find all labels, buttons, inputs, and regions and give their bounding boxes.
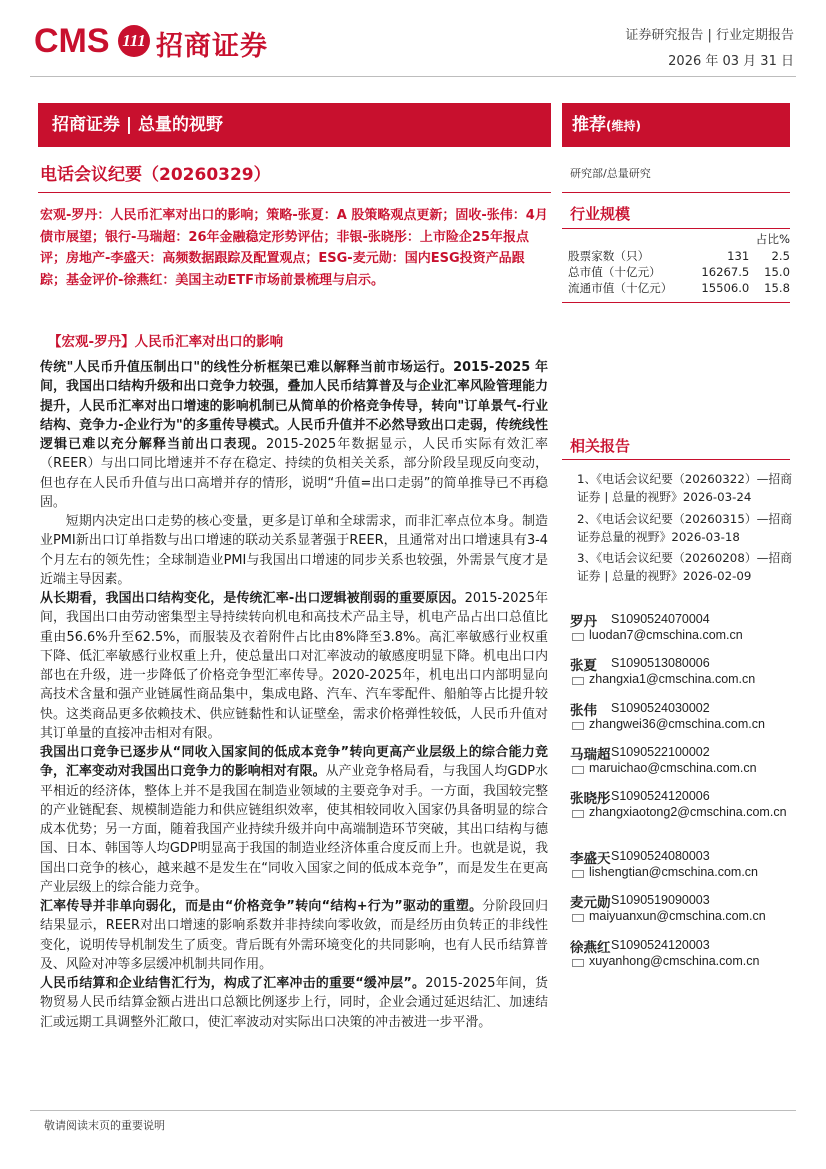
analyst-cert: S1090524120003 bbox=[611, 937, 710, 952]
mail-icon bbox=[572, 722, 584, 730]
analyst-entry bbox=[570, 934, 792, 978]
footer-divider bbox=[30, 1110, 796, 1111]
section-title: 【宏观-罗丹】人民币汇率对出口的影响 bbox=[48, 334, 284, 350]
series-title: 招商证券 | 总量的视野 bbox=[52, 115, 224, 135]
analyst-cert: S1090524120006 bbox=[611, 789, 710, 804]
industry-scale-table bbox=[568, 231, 790, 297]
mail-icon bbox=[572, 766, 584, 774]
stat-label: 总市值（十亿元） bbox=[568, 264, 661, 279]
industry-scale-bottom-divider bbox=[562, 302, 790, 303]
analyst-email[interactable]: lishengtian@cmschina.com.cn bbox=[589, 865, 759, 880]
analyst-email[interactable]: zhangxiaotong2@cmschina.com.cn bbox=[589, 805, 787, 820]
rating-banner bbox=[562, 103, 790, 147]
related-reports-list bbox=[577, 470, 792, 589]
stat-label: 股票家数（只） bbox=[568, 248, 650, 263]
stat-pct: 15.8 bbox=[764, 281, 790, 296]
paragraph-text: 2015-2025年间，我国出口由劳动密集型主导持续转向机电和高技术产品主导，机电产品占出口总值比重由56.6%升至62.5%，而服装及衣着附件占比由8%降至3.8%。高汇率敏感行业权重下降、低汇率敏感行业权重上升，使总量出口对汇率波动的敏感度明显下降。机电出口内部也在升级，进一步降低了价格竞争型汇率传导。2020-2025年，机电出口内部明显向高技术含量和强产业链属性商品集中，集成电路、汽车、汽车零配件、船舶等占比提升较快。这类商品更多依赖技术、供应链黏性和认证壁垒，需求价格弹性较低，人民币升值对其订单量的直接冲击相对有限。 bbox=[40, 591, 548, 741]
analyst-email[interactable]: luodan7@cmschina.com.cn bbox=[589, 628, 743, 642]
logo-company-name: 招商证券 bbox=[156, 31, 268, 62]
paragraph bbox=[40, 974, 548, 1032]
paragraph-text: 分阶段回归结果显示，REER对出口增速的影响系数并非持续向零收敛，而是经历由负转正的非线性变化，说明传导机制发生了质变。背后既有外需环境变化的共同影响，也有人民币结算普及、风险对冲等多层缓冲机制共同作用。 bbox=[40, 899, 548, 972]
analyst-name: 张夏 bbox=[570, 658, 597, 675]
analyst-name: 麦元勋 bbox=[570, 895, 611, 912]
industry-scale-title: 行业规模 bbox=[570, 205, 631, 223]
paragraph-lead: 从长期看，我国出口结构变化，是传统汇率-出口逻辑被削弱的重要原因。 bbox=[40, 591, 465, 606]
analyst-email[interactable]: zhangxia1@cmschina.com.cn bbox=[589, 672, 756, 687]
analyst-email[interactable]: zhangwei36@cmschina.com.cn bbox=[589, 716, 765, 731]
paragraph-lead: 传统"人民币升值压制出口"的线性分析框架已难以解释当前市场运行。2015-2025 年间，我国出口结构升级和出口竞争力较强，叠加人民币结算普及与企业汇率风险管理能力提升，人民币汇率对出口增速的影响机制已从简单的价格竞争传导，转向"订单景气-行业结构、竞争力-企业行为"的多重传导模式。人民币升值并不必然导致出口走弱，传统线性逻辑已难以充分解释当前出口表现。 bbox=[40, 360, 548, 452]
table-header-row bbox=[568, 231, 790, 247]
analyst-entry bbox=[570, 652, 792, 696]
analyst-name: 李盛天 bbox=[570, 851, 611, 868]
related-report-link[interactable]: 3、《电话会议纪要（20260208）—招商证券 | 总量的视野》2026-02-09 bbox=[577, 551, 793, 584]
analyst-list bbox=[570, 608, 792, 978]
analyst-entry bbox=[570, 697, 792, 741]
analyst-cert: S1090522100002 bbox=[611, 744, 710, 759]
mail-icon bbox=[572, 959, 584, 967]
analyst-name: 徐燕红 bbox=[570, 939, 611, 956]
analyst-entry bbox=[570, 785, 792, 845]
paragraph-text: 从产业竞争格局看，与我国人均GDP水平相近的经济体，整体上并不是我国在制造业领域的主要竞争对手。一方面，我国较完整的产业链配套、规模制造能力和供应链组织效率，使其相较同收入国家仍具备明显的综合成本优势；另一方面，随着我国产业持续升级并向中高端制造环节突破，其出口结构与德国、日本、韩国等人均GDP明显高于我国的制造业经济体重合度反而上升。也就是说，我国出口竞争的核心，越来越不是发生在“同收入国家之间的低成本竞争”，而是发生在更高产业层级上的综合能力竞争。 bbox=[40, 764, 548, 895]
analyst-name: 张伟 bbox=[570, 702, 597, 719]
column-header-pct: 占比% bbox=[755, 232, 790, 247]
table-row bbox=[568, 247, 790, 263]
analyst-entry bbox=[570, 741, 792, 785]
paragraph bbox=[40, 589, 548, 743]
logo-badge-icon: 111 bbox=[118, 25, 150, 57]
mail-icon bbox=[572, 677, 584, 685]
table-row bbox=[568, 264, 790, 280]
paragraph-text: 2015-2025年间，货物贸易人民币结算金额占进出口总额比例逐步上行，同时，企业会通过延迟结汇、加速结汇或远期工具调整外汇敞口，使汇率波动对实际出口决策的冲击被进一步平滑。 bbox=[40, 976, 548, 1030]
analyst-email[interactable]: xuyanhong@cmschina.com.cn bbox=[589, 953, 760, 968]
right-divider bbox=[562, 192, 790, 193]
analyst-email[interactable]: maiyuanxun@cmschina.com.cn bbox=[589, 909, 766, 924]
related-report-link[interactable]: 1、《电话会议纪要（20260322）—招商证券 | 总量的视野》2026-03-24 bbox=[577, 472, 793, 504]
related-report-link[interactable]: 2、《电话会议纪要（20260315）—招商证券总量的视野》2026-03-18 bbox=[577, 511, 793, 544]
mail-icon bbox=[572, 633, 584, 641]
analyst-cert: S1090524030002 bbox=[611, 700, 710, 715]
stat-pct: 2.5 bbox=[771, 248, 790, 263]
analyst-cert: S1090513080006 bbox=[611, 656, 710, 671]
analyst-entry bbox=[570, 608, 792, 652]
paragraph-text: 2015-2025年数据显示，人民币实际有效汇率（REER）与出口同比增速并不存在稳定、持续的负相关关系，部分阶段呈现反向变动，但也存在人民币升值与出口高增并存的情形，说明“升值=出口走弱”的简单推导已不再稳固。 bbox=[40, 437, 549, 510]
analyst-name: 张晓彤 bbox=[570, 791, 611, 808]
paragraph bbox=[40, 512, 548, 589]
document-type: 证券研究报告 | 行业定期报告 bbox=[625, 28, 794, 43]
analyst-cert: S1090524070004 bbox=[611, 612, 710, 626]
analyst-name: 罗丹 bbox=[570, 614, 597, 630]
stat-label: 流通市值（十亿元） bbox=[568, 281, 673, 296]
title-divider bbox=[38, 192, 551, 193]
mail-icon bbox=[572, 870, 584, 878]
stat-value: 16267.5 bbox=[701, 264, 750, 279]
related-reports-divider bbox=[562, 459, 790, 460]
stat-value: 131 bbox=[727, 248, 750, 263]
paragraph-text: 短期内决定出口走势的核心变量，更多是订单和全球需求，而非汇率点位本身。制造业PMI新出口订单指数与出口增速的联动关系显著强于REER，且通常对出口增速具有3-4个月左右的领先性；全球制造业PMI与我国出口增速的同步关系也较强，外需景气度才是近端主导因素。 bbox=[40, 514, 548, 587]
paragraph bbox=[40, 743, 548, 897]
analyst-entry bbox=[570, 889, 792, 933]
mail-icon bbox=[572, 914, 584, 922]
document-date: 2026 年 03 月 31 日 bbox=[668, 54, 794, 69]
paragraph-lead: 人民币结算和企业结售汇行为，构成了汇率冲击的重要“缓冲层”。 bbox=[40, 976, 426, 991]
analyst-cert: S1090524080003 bbox=[611, 849, 710, 864]
analyst-name: 马瑞超 bbox=[570, 746, 611, 763]
mail-icon bbox=[572, 810, 584, 818]
analyst-cert: S1090519090003 bbox=[611, 893, 710, 908]
stat-pct: 15.0 bbox=[764, 264, 790, 279]
body-text bbox=[40, 358, 548, 1032]
table-row bbox=[568, 280, 790, 296]
rating-label: 推荐 bbox=[572, 115, 606, 135]
report-title: 电话会议纪要（20260329） bbox=[40, 165, 271, 185]
logo-cms-text: CMS bbox=[34, 22, 110, 60]
paragraph-lead: 汇率传导并非单向弱化，而是由“价格竞争”转向“结构+行为”驱动的重塑。 bbox=[40, 899, 483, 914]
footer-note: 敬请阅读末页的重要说明 bbox=[44, 1119, 165, 1132]
rating-note: (维持) bbox=[606, 119, 641, 133]
series-banner bbox=[38, 103, 551, 147]
stat-value: 15506.0 bbox=[701, 281, 750, 296]
paragraph-lead: 我国出口竞争已逐步从“同收入国家间的低成本竞争”转向更高产业层级上的综合能力竞争，汇率变动对我国出口竞争力的影响相对有限。 bbox=[40, 745, 548, 780]
summary-abstract: 宏观-罗丹：人民币汇率对出口的影响；策略-张夏：A 股策略观点更新；固收-张伟：4月债市展望；银行-马瑞超：26年金融稳定形势评估；非银-张晓彤：上市险企25年报点评；房地产-李盛天：高频数据跟踪及配置观点；ESG-麦元勋：国内ESG投资产品跟踪；基金评价-徐燕红：美国主动ETF市场前景梳理与启示。 bbox=[40, 208, 548, 288]
related-reports-title: 相关报告 bbox=[570, 437, 631, 455]
paragraph bbox=[40, 897, 548, 974]
header-divider bbox=[30, 76, 796, 77]
analyst-email[interactable]: maruichao@cmschina.com.cn bbox=[589, 760, 757, 775]
department-label: 研究部/总量研究 bbox=[570, 167, 651, 180]
paragraph bbox=[40, 358, 548, 512]
industry-scale-divider bbox=[562, 228, 790, 229]
analyst-entry bbox=[570, 845, 792, 889]
